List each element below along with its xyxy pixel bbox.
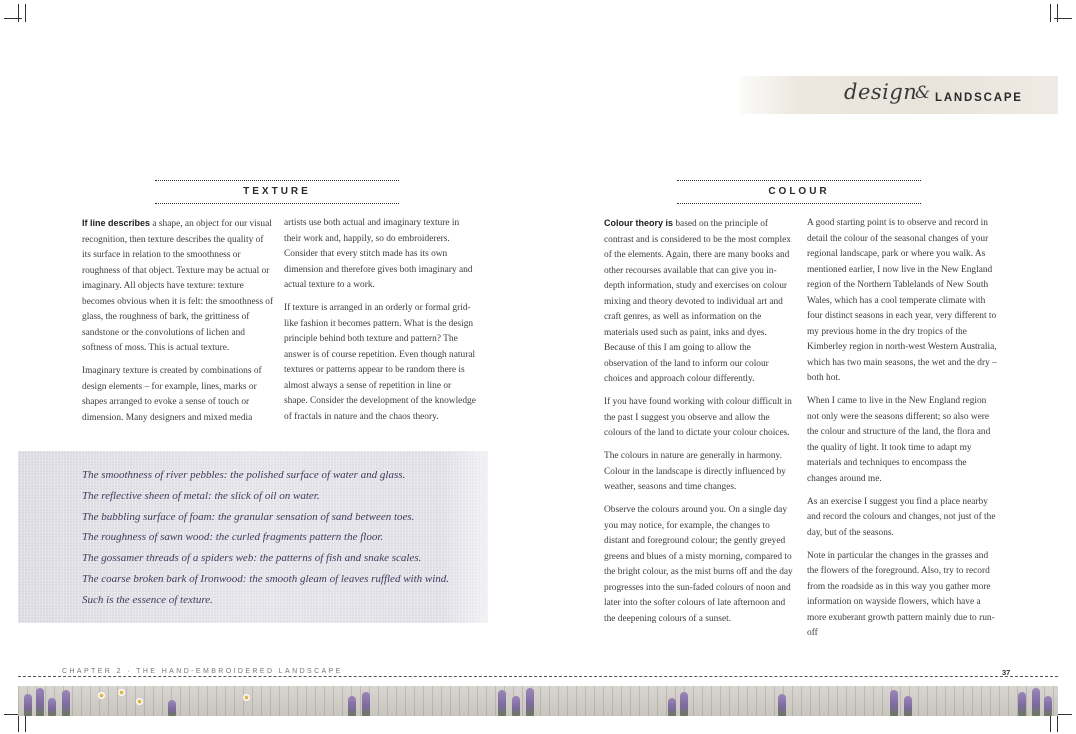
header-caps-word: LANDSCAPE — [935, 92, 1023, 104]
colour-column-2 — [807, 216, 999, 649]
header-ampersand: & — [915, 83, 931, 103]
paragraph — [604, 216, 796, 388]
paragraph — [82, 216, 274, 357]
header-script-word: design — [844, 80, 918, 104]
crop-mark — [1057, 714, 1058, 732]
quote-line: The gossamer threads of a spiders web: the patterns of fish and snake scales. — [82, 552, 422, 565]
heading-rule — [677, 203, 921, 204]
lavender-flower — [62, 690, 70, 716]
crop-mark — [1057, 4, 1058, 22]
daisy-flower — [136, 698, 143, 705]
crop-mark — [18, 4, 19, 22]
paragraph-text: based on the principle of contrast and is considered to be the most complex of the elements. Again, there are many books and other recourses available that can give you in-depth information, study and exercises on colour mixing and theory devoted to individual art and craft genres, as well as information on the materials used such as paint, inks and dyes. Because of this I am going to allow the observation of the land to inform our colour choices and approach colour differently. — [604, 219, 791, 384]
lavender-flower — [668, 698, 676, 716]
daisy-flower — [243, 694, 250, 701]
lavender-flower — [1018, 692, 1026, 716]
paragraph-text: artists use both actual and imaginary texture in their work and, happily, so do embroiderers. Consider that every stitch made has its own dimension and therefore gives both imaginary and actual texture to a work. — [284, 218, 473, 290]
lavender-flower — [890, 690, 898, 716]
paragraph — [807, 495, 999, 542]
quote-line: The roughness of sawn wood: the curled fragments pattern the floor. — [82, 531, 384, 544]
texture-heading-text: TEXTURE — [243, 186, 311, 197]
texture-column-2 — [284, 216, 476, 433]
paragraph-text: Observe the colours around you. On a single day you may notice, for example, the changes to distant and foreground colour; the gently greyed greens and blues of a misty morning, compared to the bright colour, as the mist burns off and the day progresses into the sun-faded colours of noon and later into the softer colours of late afternoon and the deepening colours of a sunset. — [604, 505, 793, 624]
lavender-flower — [904, 696, 912, 716]
paragraph-text: Imaginary texture is created by combinations of design elements – for example, lines, marks or shapes arranged to evoke a sense of touch or dimension. Many designers and mixed media — [82, 366, 262, 423]
quote-line: The reflective sheen of metal: the slick of oil on water. — [82, 489, 320, 502]
paragraph — [604, 449, 796, 496]
paragraph-text: As an exercise I suggest you find a place nearby and record the colours and changes, not just of the day, but of the seasons. — [807, 496, 996, 538]
heading-rule — [155, 180, 399, 181]
paragraph-lead: Colour theory is — [604, 218, 674, 228]
chapter-header-banner — [740, 76, 1058, 114]
quote-line: The bubbling surface of foam: the granular sensation of sand between toes. — [82, 510, 415, 523]
colour-heading-text: COLOUR — [768, 186, 830, 197]
colour-column-1 — [604, 216, 796, 635]
crop-mark — [1050, 4, 1051, 22]
paragraph-text: If you have found working with colour difficult in the past I suggest you observe and allow the colours of the land to dictate your colour choices. — [604, 397, 792, 438]
lavender-flower — [48, 698, 56, 716]
daisy-flower — [98, 692, 105, 699]
paragraph — [807, 394, 999, 487]
paragraph — [604, 395, 796, 442]
paragraph — [284, 301, 476, 425]
quote-line: The smoothness of river pebbles: the polished surface of water and glass. — [82, 469, 406, 481]
paragraph-lead: If line describes — [82, 218, 151, 228]
running-footer: CHAPTER 2 · THE HAND-EMBROIDERED LANDSCAPE — [62, 668, 343, 675]
heading-rule — [155, 203, 399, 204]
crop-mark — [18, 714, 19, 732]
paragraph-text: If texture is arranged in an orderly or formal grid-like fashion it becomes pattern. What is the design principle behind both texture and pattern? The answer is of course repetition. Even though natural textures or patterns appear to be random there is almost always a sense of repetition in line or shape. Consider the development of the knowledge of fractals in nature and the chaos theory. — [284, 303, 476, 422]
lavender-flower — [680, 692, 688, 716]
lavender-flower — [36, 688, 44, 716]
crop-mark — [25, 4, 26, 22]
paragraph — [807, 216, 999, 387]
crop-mark — [4, 18, 22, 19]
lavender-flower — [512, 696, 520, 716]
lavender-flower — [1032, 688, 1040, 716]
page-number: 37 — [1002, 668, 1011, 677]
heading-rule — [677, 180, 921, 181]
lavender-flower — [778, 694, 786, 716]
quote-lines — [82, 465, 449, 611]
texture-quote-panel — [18, 451, 488, 623]
quote-line: The coarse broken bark of Ironwood: the smooth gleam of leaves ruffled with wind. — [82, 572, 450, 585]
paragraph — [604, 503, 796, 627]
lavender-flower — [526, 688, 534, 716]
colour-heading — [677, 180, 921, 204]
footer-flower-strip — [18, 686, 1058, 716]
paragraph-text: When I came to live in the New England region not only were the seasons different; so also were the colour and structure of the land, the flora and the quality of light. It took time to adapt my materials and techniques to encompass the changes around me. — [807, 396, 991, 484]
paragraph-text: a shape, an object for our visual recognition, then texture describes the quality of its surface in relation to the smoothness or roughness of that object. Texture may be actual or imaginary. All objects have texture: texture becomes obvious when it is felt: the smoothness of glass, the roughness of bark, the grittiness of sandstone or the convolutions of lichen and softness of moss. This is actual texture. — [82, 219, 274, 353]
daisy-flower — [118, 689, 125, 696]
lavender-flower — [24, 694, 32, 716]
texture-heading — [155, 180, 399, 204]
paragraph-text: A good starting point is to observe and record in detail the colour of the seasonal changes of your regional landscape, park or where you walk. As mentioned earlier, I now live in the New England region of the Northern Tablelands of New South Wales, which has a cool temperate climate with four distinct seasons in each year, very different to my previous home in the dry tropics of the Kimberley region in north-west Western Australia, which has two main seasons, the wet and the dry – both hot. — [807, 218, 997, 383]
quote-line: Such is the essence of texture. — [82, 593, 213, 606]
crop-mark — [25, 714, 26, 732]
paragraph-text: Note in particular the changes in the grasses and the flowers of the foreground. Also, try to record from the roadside as in this way you gather more information on wayside flowers, which have a more exuberant growth pattern mainly due to run-off — [807, 550, 995, 638]
lavender-flower — [348, 696, 356, 716]
lavender-flower — [362, 692, 370, 716]
paragraph-text: The colours in nature are generally in harmony. Colour in the landscape is directly influenced by weather, seasons and time changes. — [604, 451, 786, 492]
lavender-flower — [1044, 696, 1052, 716]
lavender-flower — [498, 690, 506, 716]
texture-column-1 — [82, 216, 274, 434]
lavender-flower — [168, 700, 176, 716]
paragraph — [284, 216, 476, 294]
paragraph — [82, 364, 274, 426]
footer-rule — [18, 676, 1058, 677]
crop-mark — [1050, 714, 1051, 732]
paragraph — [807, 549, 999, 642]
